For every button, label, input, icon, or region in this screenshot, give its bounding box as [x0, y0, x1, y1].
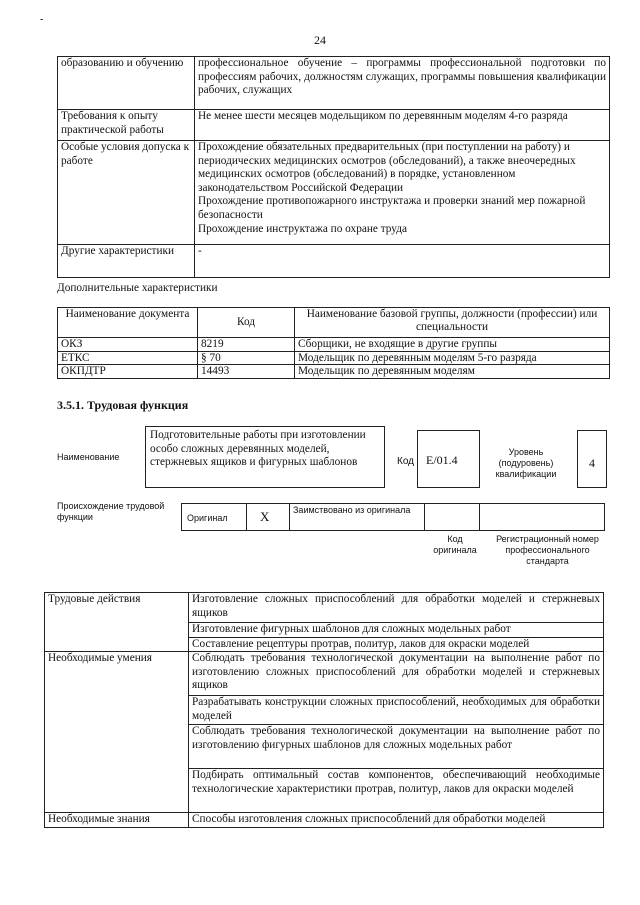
row-label: Необходимые знания: [45, 813, 189, 828]
reg-number-cell: [480, 504, 606, 530]
original-label: Оригинал: [187, 513, 228, 523]
borrowed-label: Заимствовано из оригинала: [293, 505, 411, 515]
table-cell: ОКПДТР: [58, 365, 198, 379]
row-value: профессиональное обучение – программы профессиональной подготовки по профессиям рабочих, должностям служащих, программы повышения квалификации рабочих, служащих: [195, 57, 610, 110]
level-value-box: 4: [577, 430, 607, 488]
table-cell: Составление рецептуры протрав, политур, лаков для окраски моделей: [189, 637, 604, 652]
mark-cell: [247, 504, 290, 530]
row-label: образованию и обучению: [58, 57, 195, 110]
x-mark: X: [260, 509, 270, 524]
row-label: Особые условия допуска к работе: [58, 141, 195, 245]
row-value: [195, 141, 610, 245]
level-label: Уровень (подуровень) квалификации: [495, 447, 557, 479]
code-original-caption: Код оригинала: [433, 534, 477, 555]
name-label: Наименование: [57, 452, 120, 462]
row-label: Требования к опыту практической работы: [58, 110, 195, 141]
header-cell: Наименование базовой группы, должности (профессии) или специальности: [295, 308, 610, 338]
row-value: Не менее шести месяцев модельщиком по деревянным моделям 4-го разряда: [195, 110, 610, 141]
header-cell: Наименование документа: [58, 308, 198, 338]
row-label: Необходимые умения: [45, 652, 189, 813]
origin-label: Происхождение трудовой функции: [57, 501, 165, 522]
row-value: -: [195, 245, 610, 278]
code-label: Код: [397, 456, 415, 467]
table-cell: ОКЗ: [58, 338, 198, 352]
row-label: Трудовые действия: [45, 593, 189, 652]
table-cell: Подбирать оптимальный состав компонентов, обеспечивающий необходимые технологические характеристики протрав, политур, лаков для окраски моделей: [189, 769, 604, 813]
table-cell: Разрабатывать конструкции сложных приспособлений, необходимых для обработки моделей: [189, 696, 604, 725]
corner-mark: -: [40, 14, 44, 25]
table-cell: § 70: [198, 351, 295, 365]
table-cell: Изготовление фигурных шаблонов для сложных модельных работ: [189, 623, 604, 638]
value-line: Прохождение противопожарного инструктажа и проверки знаний мер пожарной безопасности: [198, 195, 586, 221]
table-cell: Способы изготовления сложных приспособлений для обработки моделей: [189, 813, 604, 828]
table-cell: 8219: [198, 338, 295, 352]
function-name-box: Подготовительные работы при изготовлении особо сложных деревянных моделей, стержневых ящиков и фигурных шаблонов: [145, 426, 385, 488]
qualification-requirements-table: [57, 56, 610, 278]
table-cell: Изготовление сложных приспособлений для обработки моделей и стержневых ящиков: [189, 593, 604, 623]
table-cell: Соблюдать требования технологической документации на выполнение работ по изготовлению фигурных шаблонов для сложных модельных работ: [189, 725, 604, 769]
borrowed-cell: [290, 504, 425, 530]
labor-actions-table: [44, 592, 604, 828]
code-value-box: E/01.4: [417, 430, 480, 488]
reg-number-caption: Регистрационный номер профессионального стандарта: [496, 534, 599, 566]
table-cell: Сборщики, не входящие в другие группы: [295, 338, 610, 352]
additional-characteristics-table: [57, 307, 610, 379]
header-cell: Код: [198, 308, 295, 338]
origin-row: [181, 503, 605, 531]
page-number: 24: [314, 33, 326, 47]
code-original-cell: [425, 504, 480, 530]
value-line: Прохождение инструктажа по охране труда: [198, 222, 408, 235]
additional-title: Дополнительные характеристики: [57, 282, 218, 294]
table-cell: Соблюдать требования технологической документации на выполнение работ по изготовлению сложных приспособлений для обработки моделей и стержневых ящиков: [189, 652, 604, 696]
table-cell: Модельщик по деревянным моделям 5-го разряда: [295, 351, 610, 365]
section-heading: 3.5.1. Трудовая функция: [57, 398, 189, 412]
table-cell: 14493: [198, 365, 295, 379]
table-cell: ЕТКС: [58, 351, 198, 365]
value-line: Прохождение обязательных предварительных (при поступлении на работу) и периодических медицинских осмотров (обследований), а также внеочередных медицинских осмотров (обследований) в порядке, установленном законодательством Российской Федерации: [198, 141, 576, 194]
table-cell: Модельщик по деревянным моделям: [295, 365, 610, 379]
original-cell: [182, 504, 247, 530]
row-label: Другие характеристики: [58, 245, 195, 278]
